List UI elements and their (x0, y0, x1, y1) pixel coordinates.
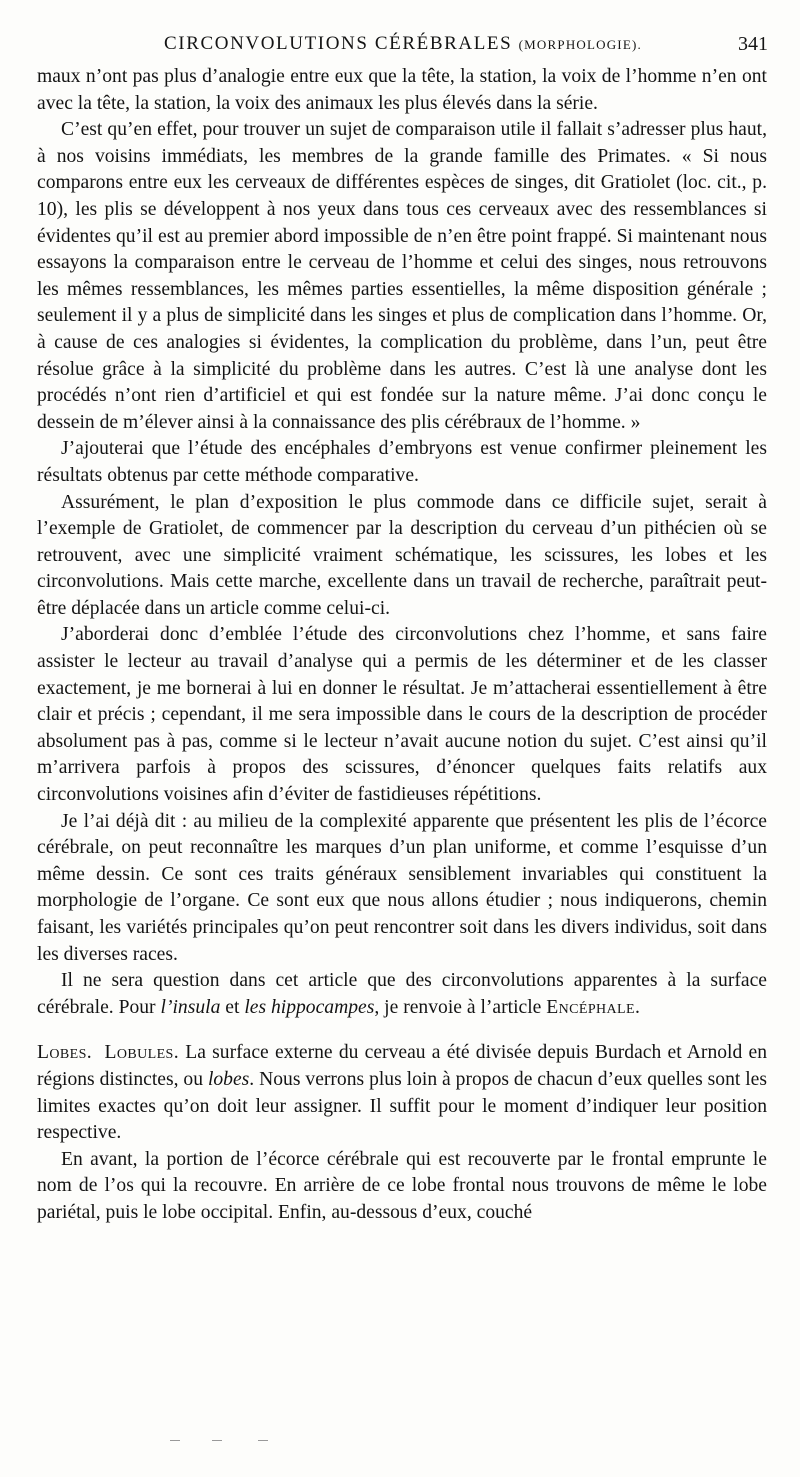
paragraph-3: J’ajouterai que l’étude des encéphales d’embryons est venue confirmer pleinement les résultats obtenus par cette méthode comparative. (37, 438, 767, 486)
paragraph-last: En avant, la portion de l’écorce cérébrale qui est recouverte par le frontal emprunte le nom de l’os qui la recouvre. En arrière de ce lobe frontal nous trouvons de même le lobe pariétal, puis le lobe occipital. Enfin, au-dessous d’eux, couché (37, 1148, 767, 1223)
running-subtitle: (MORPHOLOGIE). (518, 37, 642, 52)
footer-mark (258, 1440, 268, 1441)
paragraph-4: Assurément, le plan d’exposition le plus commode dans ce difficile sujet, serait à l’exemple de Gratiolet, de commencer par la description du cerveau d’un pithécien où se retrouvent, avec une simplicité vraiment schématique, les scissures, les lobes et les circonvolutions. Mais cette marche, excellente dans un travail de recherche, paraîtrait peut-être déplacée dans un article comme celui-ci. (37, 491, 767, 619)
section-heading-lobules: Lobules. (104, 1042, 180, 1064)
running-title-text: CIRCONVOLUTIONS CÉRÉBRALES (164, 33, 513, 54)
running-title (38, 30, 768, 59)
footer-mark (170, 1440, 180, 1441)
paragraph-5: J’aborderai donc d’emblée l’étude des circonvolutions chez l’homme, et sans faire assister le lecteur au travail d’analyse qui a permis de les déterminer et de les classer exactement, je me bornerai à lui en donner le résultat. Je m’attacherai essentiellement à être clair et précis ; cependant, il me sera impossible dans le cours de la description de procéder absolument pas à pas, comme si le lecteur n’avait aucune notion du sujet. C’est ainsi qu’il m’arrivera parfois à propos des scissures, d’énoncer quelques faits relatifs aux circonvolutions voisines afin d’éviter de fastidieuses répétitions. (37, 624, 767, 806)
section-heading-lobes: Lobes. (37, 1042, 93, 1064)
article-reference: Encéphale (546, 996, 635, 1018)
insula-text-middle1: et (220, 996, 245, 1018)
lobes-text-before: La surface externe du cerveau a été divisée depuis Burdach et Arnold en régions distinctes, ou (37, 1042, 768, 1090)
insula-text-after: . (634, 996, 640, 1018)
lobes-text-after: . Nous verrons plus loin à propos de chacun d’eux quelles sont les limites exactes qu’on doit leur assigner. Il suffit pour le moment d’indiquer leur position respective. (37, 1068, 767, 1144)
hippocampes-term: les hippocampes (244, 996, 375, 1018)
page-number: 341 (738, 33, 768, 55)
lobes-term: lobes (207, 1068, 250, 1090)
footer-marks (170, 1440, 270, 1442)
insula-text-before: Il ne sera question dans cet article que des circonvolutions apparentes à la surface cérébrale. Pour (37, 970, 767, 1018)
footer-mark (212, 1440, 222, 1441)
section-lobes (37, 1040, 767, 1146)
paragraph-2: C’est qu’en effet, pour trouver un sujet de comparaison utile il fallait s’adresser plus haut, à nos voisins immédiats, les membres de la grande famille des Primates. « Si nous comparons entre eux les cerveaux de différentes espèces de singes, dit Gratiolet (loc. cit., p. 10), les plis se développent à nos yeux dans tous ces cerveaux avec des ressemblances si évidentes qu’il est au premier abord impossible de n’en être point frappé. Si maintenant nous essayons la comparaison entre le cerveau de l’homme et celui des singes, nous retrouvons les mêmes ressemblances, les mêmes parties essentielles, la même disposition générale ; seulement il y a plus de simplicité dans les singes et plus de complication dans l’homme. Or, à cause de ces analogies si évidentes, la complication du problème, dans l’un, peut être résolue grâce à la simplicité du problème dans les autres. C’est là une analyse dont les procédés n’ont rien d’artificiel et qui est fondée sur la nature même. J’ai donc conçu le dessein de m’élever ainsi à la connaissance des plis cérébraux de l’homme. » (37, 119, 767, 433)
paragraph-insula (37, 968, 767, 1021)
paragraph-6: Je l’ai déjà dit : au milieu de la complexité apparente que présentent les plis de l’écorce cérébrale, on peut reconnaître les marques d’un plan uniforme, et comme l’esquisse d’un même dessin. Ce sont ces traits généraux sensiblement invariables qui constituent la morphologie de l’organe. Ce sont eux que nous allons étudier ; nous indiquerons, chemin faisant, les variétés principales qu’on peut rencontrer soit dans les divers individus, soit dans les diverses races. (37, 810, 767, 965)
insula-term: l’insula (160, 996, 221, 1018)
paragraph-1: maux n’ont pas plus d’analogie entre eux que la tête, la station, la voix de l’homme n’en ont avec la tête, la station, la voix des animaux les plus élevés dans la série. (37, 66, 767, 114)
page-header (38, 30, 768, 58)
page-body (37, 64, 767, 1227)
insula-text-middle2: , je renvoie à l’article (374, 996, 547, 1018)
